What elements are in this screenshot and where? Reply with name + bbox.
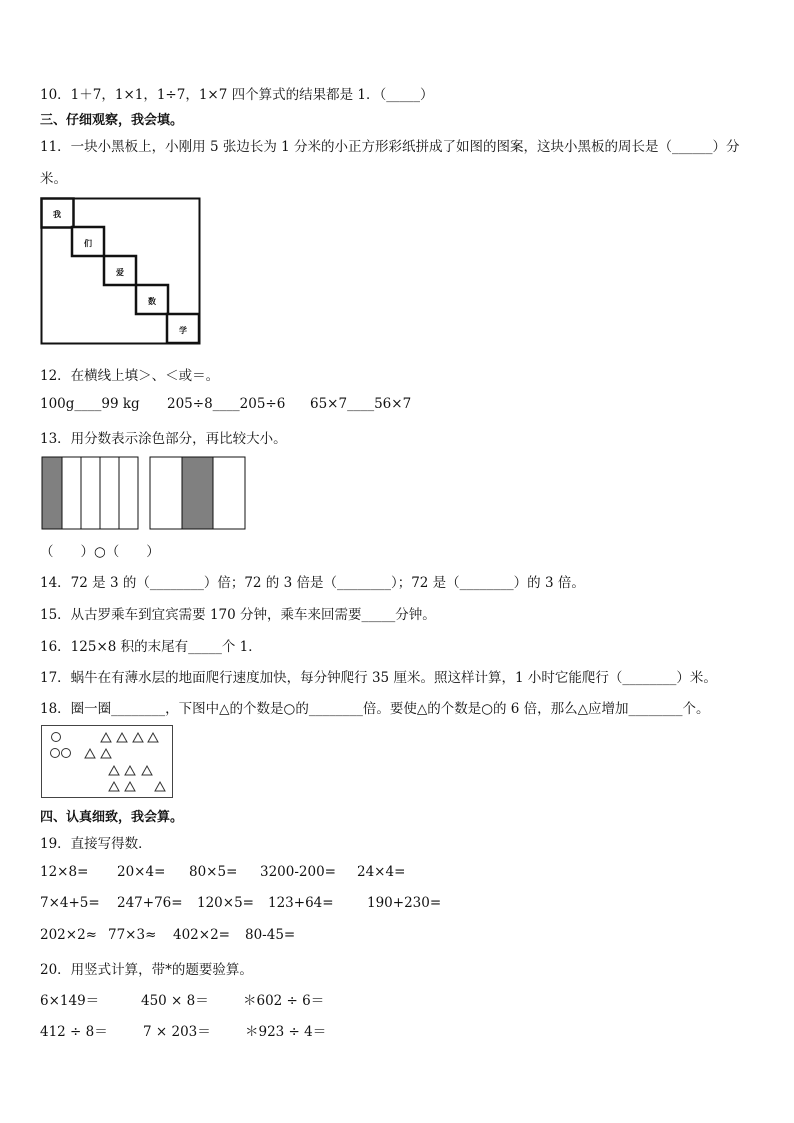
circle-shape (52, 733, 61, 742)
square-2-char: 们 (84, 239, 92, 248)
shaded-part (182, 457, 213, 529)
question-12-title: 12．在横线上填＞、＜或＝。 (40, 368, 220, 384)
square-3-char: 爱 (116, 268, 124, 277)
question-13-answer: （ ）○（ ） (40, 544, 160, 560)
shaded-part (42, 457, 62, 529)
q19-cell: 7×4+5= (40, 895, 100, 911)
question-19-title: 19．直接写得数． (40, 836, 152, 852)
q19-cell: 80-45= (245, 927, 296, 943)
triangle-shape (109, 782, 119, 791)
blackboard-figure (40, 197, 202, 347)
q12-item-1: 100g____99 kg (40, 396, 140, 412)
question-11-line2: 米。 (40, 171, 67, 187)
q20-cell: 412 ÷ 8＝ (40, 1024, 108, 1040)
q12-item-2: 205÷8____205÷6 (167, 396, 286, 412)
square-1-char: 我 (53, 210, 61, 219)
triangle-shape (133, 733, 143, 742)
question-17: 17．蜗牛在有薄水层的地面爬行速度加快，每分钟爬行 35 厘米。照这样计算，1 小时它能爬行（________）米。 (40, 670, 717, 686)
triangle-shape (117, 733, 127, 742)
shapes-figure (41, 725, 174, 799)
question-15: 15．从古罗乘车到宜宾需要 170 分钟，乘车来回需要_____分钟。 (40, 607, 436, 623)
section-4-heading: 四、认真细致，我会算。 (40, 810, 184, 825)
section-3-heading: 三、仔细观察，我会填。 (40, 113, 184, 128)
q19-cell: 77×3≈ (108, 927, 157, 943)
q12-item-3: 65×7____56×7 (310, 396, 412, 412)
triangle-shape (101, 733, 111, 742)
question-14: 14．72 是 3 的（________）倍；72 的 3 倍是（________）；72 是（________）的 3 倍。 (40, 575, 585, 591)
q19-cell: 402×2= (173, 927, 230, 943)
triangle-shape (125, 766, 135, 775)
circle-shape (51, 749, 60, 758)
q20-cell: ＊923 ÷ 4＝ (245, 1024, 327, 1040)
q20-cell: 450 × 8＝ (141, 993, 209, 1009)
q19-cell: 202×2≈ (40, 927, 97, 943)
triangle-shape (125, 782, 135, 791)
q19-cell: 20×4= (117, 864, 166, 880)
q19-cell: 120×5= (197, 895, 254, 911)
triangle-shape (155, 782, 165, 791)
fraction-figure-1 (41, 456, 141, 531)
q19-cell: 123+64= (268, 895, 334, 911)
question-10: 10．1＋7，1×1，1÷7，1×7 四个算式的结果都是 1．（_____） (40, 87, 434, 103)
circle-shape (62, 749, 71, 758)
question-18: 18．圈一圈________，下图中△的个数是○的________倍。要使△的个数是○的 6 倍，那么△应增加________个。 (40, 701, 710, 717)
q19-cell: 190+230= (367, 895, 442, 911)
square-5-char: 学 (179, 326, 187, 335)
question-20-title: 20．用竖式计算，带*的题要验算。 (40, 962, 253, 978)
question-11-line1: 11．一块小黑板上，小刚用 5 张边长为 1 分米的小正方形彩纸拼成了如图的图案，这块小黑板的周长是（______）分 (40, 139, 740, 155)
q20-cell: 7 × 203＝ (143, 1024, 211, 1040)
q19-cell: 12×8= (40, 864, 89, 880)
triangle-shape (85, 749, 95, 758)
square-4-char: 数 (148, 297, 156, 306)
triangle-shape (109, 766, 119, 775)
question-13-title: 13．用分数表示涂色部分，再比较大小。 (40, 431, 287, 447)
triangle-shape (101, 749, 111, 758)
question-16: 16．125×8 积的末尾有_____个 1． (40, 639, 262, 655)
triangle-shape (142, 766, 152, 775)
q20-cell: ＊602 ÷ 6＝ (243, 993, 325, 1009)
q19-cell: 80×5= (189, 864, 238, 880)
q19-cell: 3200-200= (260, 864, 336, 880)
q19-cell: 247+76= (117, 895, 183, 911)
fraction-figure-2 (149, 456, 249, 531)
q20-cell: 6×149＝ (40, 993, 100, 1009)
triangle-shape (148, 733, 158, 742)
q19-cell: 24×4= (357, 864, 406, 880)
